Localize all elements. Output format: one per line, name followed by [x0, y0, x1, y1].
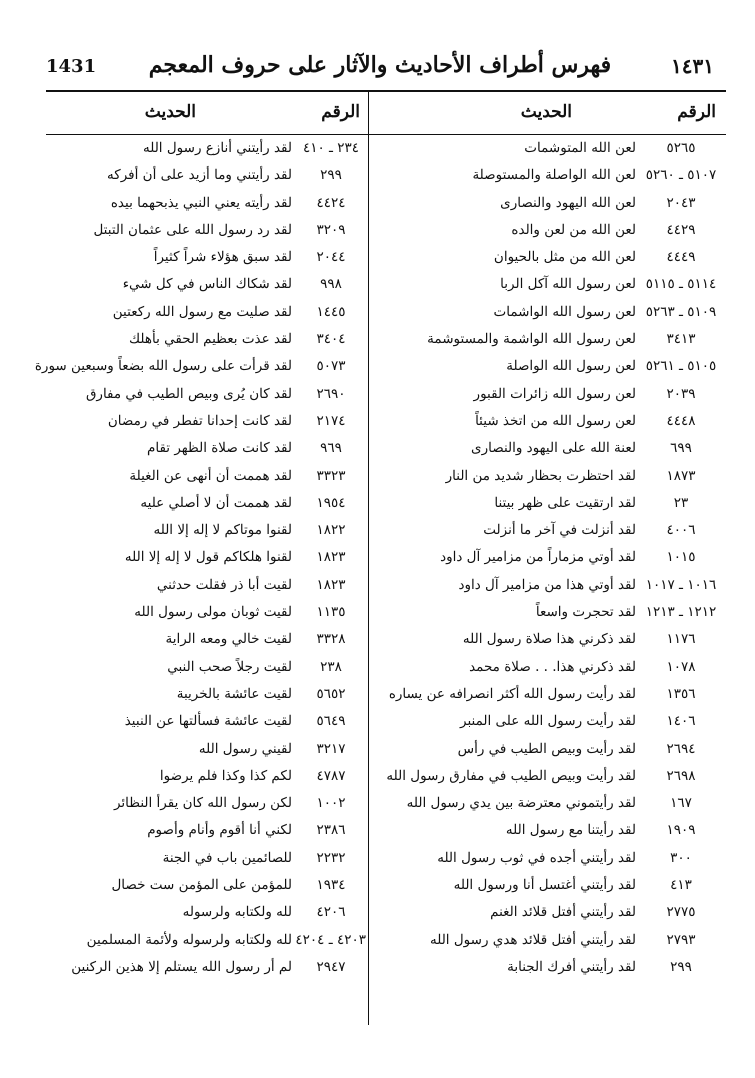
- entry-number: ٣٠٠: [670, 849, 692, 866]
- entry-text: لقيت خالي ومعه الراية: [165, 631, 292, 648]
- entry-number: ٢٦٩٤: [666, 740, 696, 757]
- index-entry: [46, 844, 366, 871]
- entry-text: لقد رأيتني وما أزيد على أن أفركه: [107, 167, 292, 184]
- index-entry: [46, 243, 366, 270]
- index-entry: [372, 762, 722, 789]
- entry-number: ٣٤١٣: [666, 331, 696, 348]
- index-entry: [46, 270, 366, 297]
- entry-number: ٤٢٠٦: [316, 904, 346, 921]
- entry-number: ٤٤٢٤: [316, 194, 346, 211]
- entry-text: لقد احتظرت بحظار شديد من النار: [445, 467, 636, 484]
- entry-text: للمؤمن على المؤمن ست خصال: [111, 877, 292, 894]
- entry-text: لقد رأيتني أغتسل أنا ورسول الله: [453, 877, 636, 894]
- entry-number: ١٩٠٩: [666, 822, 696, 839]
- index-entry: [46, 571, 366, 598]
- entry-text: لقد رأيتني أجده في ثوب رسول الله: [437, 849, 636, 866]
- entry-number: ١١٧٦: [666, 631, 696, 648]
- entry-number: ٩٩٨: [320, 276, 342, 293]
- entry-number: ٢٠٤٣: [666, 194, 696, 211]
- page-number-arabic: ١٤٣١: [671, 54, 714, 78]
- entry-number: ٦٩٩: [670, 440, 692, 457]
- entry-number: ٢٠٣٩: [666, 385, 696, 402]
- index-entry: [46, 134, 366, 161]
- index-entry: [46, 680, 366, 707]
- entry-number: ١٦٧: [670, 795, 692, 812]
- entry-text: لعن الله من لعن والده: [511, 221, 636, 238]
- index-entry: [372, 407, 722, 434]
- entry-number: ٤٤٤٨: [666, 412, 696, 429]
- entry-text: لعن الله الواصلة والمستوصلة: [472, 167, 636, 184]
- entry-text: لعن الله المتوشمات: [524, 140, 636, 156]
- index-entry: [46, 953, 366, 980]
- entry-number: ٢٩٩: [670, 958, 692, 975]
- entry-number: ١٤٠٦: [666, 713, 696, 730]
- column-header-right: [372, 90, 722, 134]
- index-entry: [372, 325, 722, 352]
- entry-text: لقد رد رسول الله على عثمان التبتل: [93, 221, 292, 238]
- entry-number: ٣٣٢٣: [316, 467, 346, 484]
- column-divider: [368, 90, 369, 1025]
- index-entry: [46, 871, 366, 898]
- entry-number: ٢٩٩: [320, 167, 342, 184]
- entry-number: ٢٠٤٤: [316, 249, 346, 266]
- index-entry: [372, 707, 722, 734]
- index-entry: [46, 298, 366, 325]
- entry-text: لقيت أبا ذر فقلت حدثني: [156, 576, 292, 593]
- entry-text: لقد ذكرني هذا صلاة رسول الله: [462, 631, 636, 648]
- entry-number: ٤١٣: [670, 877, 692, 894]
- entry-text: لكن رسول الله كان يقرأ النظائر: [113, 795, 292, 812]
- entry-number: ٣٣٢٨: [316, 631, 346, 648]
- entry-text: لقد تحجرت واسعاً: [535, 604, 636, 621]
- entry-number: ٣٢٠٩: [316, 221, 346, 238]
- entry-text: لقد رأيت وبيص الطيب في رأس: [457, 740, 636, 757]
- index-entry: [372, 216, 722, 243]
- entry-text: لعن الله من مثل بالحيوان: [493, 249, 636, 266]
- entry-number: ٩٦٩: [320, 440, 342, 457]
- entry-number: ٥١٠٥ ـ ٥٢٦١: [645, 358, 717, 375]
- index-entry: [372, 735, 722, 762]
- entry-text: لعن رسول الله الواشمات: [493, 303, 636, 320]
- index-entry: [46, 789, 366, 816]
- index-entry: [372, 926, 722, 953]
- index-entry: [372, 816, 722, 843]
- entry-number: ٢٣٨٦: [316, 822, 346, 839]
- entry-text: لقد رأيتموني معترضة بين يدي رسول الله: [406, 795, 636, 812]
- entry-text: لقد كانت صلاة الظهر تقام: [146, 440, 292, 457]
- index-entry: [372, 625, 722, 652]
- number-column-label: الرقم: [321, 102, 360, 122]
- index-entry: [372, 462, 722, 489]
- entry-text: لقد ذكرني هذا. . . صلاة محمد: [469, 658, 636, 675]
- entry-text: لقد أنزلت في آخر ما أنزلت: [483, 522, 636, 539]
- entry-text: لقد رأيتنا مع رسول الله: [505, 822, 636, 839]
- entry-number: ١٠١٦ ـ ١٠١٧: [645, 576, 717, 593]
- index-entry: [46, 762, 366, 789]
- index-entry: [46, 325, 366, 352]
- index-entry: [372, 380, 722, 407]
- entry-text: لقد صليت مع رسول الله ركعتين: [112, 303, 292, 320]
- entry-text: لعن رسول الله آكل الربا: [500, 276, 636, 293]
- entry-number: ١٠١٥: [666, 549, 696, 566]
- index-entry: [46, 434, 366, 461]
- entry-text: لكم كذا وكذا فلم يرضوا: [159, 767, 292, 784]
- entry-text: لقيت رجلاً صحب النبي: [167, 658, 292, 675]
- entry-text: لم أر رسول الله يستلم إلا هذين الركنين: [71, 958, 292, 975]
- entry-text: لقنوا هلكاكم قول لا إله إلا الله: [124, 549, 292, 566]
- entry-text: لقد رأيتني أنازع رسول الله: [142, 140, 292, 156]
- entry-number: ٤٤٤٩: [666, 249, 696, 266]
- index-entry: [46, 653, 366, 680]
- entry-text: لقد أوتي مزماراً من مزامير آل داود: [440, 549, 636, 566]
- entry-number: ١٨٢٣: [316, 576, 346, 593]
- entry-text: لعن رسول الله الواشمة والمستوشمة: [427, 331, 636, 348]
- index-entry: [372, 489, 722, 516]
- hadith-column-label: الحديث: [520, 102, 572, 122]
- entry-number: ٤٤٢٩: [666, 221, 696, 238]
- index-entry: [46, 625, 366, 652]
- index-entry: [46, 598, 366, 625]
- entry-text: لكني أنا أقوم وأنام وأصوم: [147, 822, 292, 839]
- index-entry: [372, 516, 722, 543]
- entry-text: للصائمين باب في الجنة: [162, 849, 292, 866]
- entry-text: لعن الله اليهود والنصارى: [500, 194, 636, 211]
- entry-text: لعنة الله على اليهود والنصارى: [471, 440, 636, 457]
- entry-text: لعن رسول الله زائرات القبور: [473, 385, 636, 402]
- index-entry: [46, 161, 366, 188]
- index-entry: [46, 189, 366, 216]
- index-entry: [372, 598, 722, 625]
- index-entry: [372, 352, 722, 379]
- index-entry: [34, 352, 366, 379]
- index-entry: [372, 543, 722, 570]
- index-entry: [46, 707, 366, 734]
- index-entry: [46, 816, 366, 843]
- entry-number: ٢٩٤٧: [316, 958, 346, 975]
- entry-number: ٢١٧٤: [316, 412, 346, 429]
- entry-text: لقد ارتقيت على ظهر بيتنا: [494, 494, 636, 511]
- entry-number: ٥١٠٩ ـ ٥٢٦٣: [645, 303, 717, 320]
- index-column-right: [372, 90, 722, 1025]
- entry-text: لقد هممت أن لا أصلي عليه: [140, 494, 292, 511]
- running-title: فهرس أطراف الأحاديث والآثار على حروف المعجم: [148, 52, 612, 78]
- index-entry: [372, 434, 722, 461]
- entry-number: ٢٦٩٠: [316, 385, 346, 402]
- entry-text: لقيت عائشة فسألتها عن النبيذ: [124, 713, 292, 730]
- index-entry: [372, 571, 722, 598]
- index-entry: [372, 789, 722, 816]
- index-entry: [46, 489, 366, 516]
- index-entry: [372, 270, 722, 297]
- entry-number: ٥٦٥٢: [316, 685, 346, 702]
- entry-text: لقد رأيته يعني النبي يذبحهما بيده: [110, 194, 292, 211]
- entry-number: ٥١٠٧ ـ ٥٢٦٠: [645, 167, 717, 184]
- entry-text: لعن رسول الله من اتخذ شيئاً: [475, 412, 636, 429]
- entry-text: لقد رأيت رسول الله على المنبر: [460, 713, 636, 730]
- index-entry: [372, 134, 722, 161]
- entry-text: لعن رسول الله الواصلة: [506, 358, 636, 375]
- number-column-label: الرقم: [677, 102, 716, 122]
- index-entry: [372, 161, 722, 188]
- entry-text: لقد رأيت رسول الله أكثر انصرافه عن يساره: [388, 685, 636, 702]
- index-entry: [46, 516, 366, 543]
- index-entry: [372, 653, 722, 680]
- entries-left: [34, 134, 366, 980]
- page-number-latin: 1431: [46, 56, 97, 77]
- index-entry: [372, 898, 722, 925]
- entry-number: ٣٢١٧: [316, 740, 346, 757]
- entry-text: لقد هممت أن أنهى عن الغيلة: [129, 467, 292, 484]
- entry-text: لقد كان يُرى وبيص الطيب في مفارق: [85, 385, 292, 402]
- index-entry: [372, 844, 722, 871]
- index-entry: [46, 898, 366, 925]
- entry-text: لقيني رسول الله: [198, 740, 292, 757]
- entry-number: ٢٣: [673, 494, 689, 511]
- entry-number: ٥٦٤٩: [316, 713, 346, 730]
- index-entry: [46, 216, 366, 243]
- index-entry: [46, 380, 366, 407]
- index-entry: [372, 298, 722, 325]
- entry-number: ١٣٥٦: [666, 685, 696, 702]
- entry-text: لله ولكتابه ولرسوله: [182, 904, 292, 921]
- entry-number: ١٩٥٤: [316, 494, 346, 511]
- index-entry: [46, 407, 366, 434]
- index-entry: [46, 926, 366, 953]
- entry-text: لقد أوتي هذا من مزامير آل داود: [458, 576, 636, 593]
- entry-text: لقيت عائشة بالخريبة: [176, 685, 292, 702]
- entry-text: لقيت ثوبان مولى رسول الله: [134, 604, 292, 621]
- hadith-column-label: الحديث: [144, 102, 196, 122]
- entry-number: ٥٢٦٥: [666, 140, 696, 156]
- entry-number: ١٩٣٤: [316, 877, 346, 894]
- entry-text: لقد عذت بعظيم الحقي بأهلك: [129, 331, 292, 348]
- index-entry: [46, 735, 366, 762]
- entry-text: لقد رأيتني أفتل قلائد هدي رسول الله: [429, 931, 636, 948]
- entry-number: ٤٢٠٣ ـ ٤٢٠٤: [295, 931, 366, 948]
- entry-text: لله ولكتابه ولرسوله ولأئمة المسلمين: [86, 931, 292, 948]
- index-entry: [372, 953, 722, 980]
- entry-number: ١٤٤٥: [316, 303, 346, 320]
- index-entry: [372, 871, 722, 898]
- entry-number: ٢٧٩٣: [666, 931, 696, 948]
- entry-text: لقد قرأت على رسول الله بضعاً وسبعين سورة: [34, 358, 292, 375]
- entry-number: ١١٣٥: [316, 604, 346, 621]
- entries-right: [372, 134, 722, 980]
- entry-number: ٢٦٩٨: [666, 767, 696, 784]
- entry-number: ٢٣٤ ـ ٤١٠: [302, 140, 360, 156]
- entry-text: لقد رأيت وبيص الطيب في مفارق رسول الله: [386, 767, 636, 784]
- entry-number: ٣٤٠٤: [316, 331, 346, 348]
- entry-text: لقد كانت إحدانا تفطر في رمضان: [107, 412, 292, 429]
- index-entry: [372, 243, 722, 270]
- entry-number: ٥١١٤ ـ ٥١١٥: [645, 276, 717, 293]
- entry-number: ١٨٧٣: [666, 467, 696, 484]
- page-header: [40, 52, 720, 86]
- index-column-left: [34, 90, 366, 1025]
- column-header-left: [46, 90, 366, 134]
- entry-number: ٢٣٨: [320, 658, 342, 675]
- index-entry: [372, 680, 722, 707]
- entry-number: ٢٢٣٢: [316, 849, 346, 866]
- entry-text: لقنوا موتاكم لا إله إلا الله: [153, 522, 292, 539]
- index-entry: [46, 543, 366, 570]
- entry-text: لقد رأيتني أفرك الجنابة: [507, 958, 636, 975]
- index-entry: [46, 462, 366, 489]
- entry-text: لقد رأيتني أفتل قلائد الغنم: [490, 904, 636, 921]
- entry-number: ١٠٠٢: [316, 795, 346, 812]
- entry-number: ٤٠٠٦: [666, 522, 696, 539]
- entry-number: ٥٠٧٣: [316, 358, 346, 375]
- entry-number: ١٢١٢ ـ ١٢١٣: [645, 604, 717, 621]
- entry-number: ٤٧٨٧: [316, 767, 346, 784]
- entry-number: ١٠٧٨: [666, 658, 696, 675]
- index-entry: [372, 189, 722, 216]
- entry-text: لقد شكاك الناس في كل شيء: [122, 276, 292, 293]
- entry-number: ١٨٢٣: [316, 549, 346, 566]
- entry-text: لقد سبق هؤلاء شراً كثيراً: [153, 249, 292, 266]
- entry-number: ٢٧٧٥: [666, 904, 696, 921]
- entry-number: ١٨٢٢: [316, 522, 346, 539]
